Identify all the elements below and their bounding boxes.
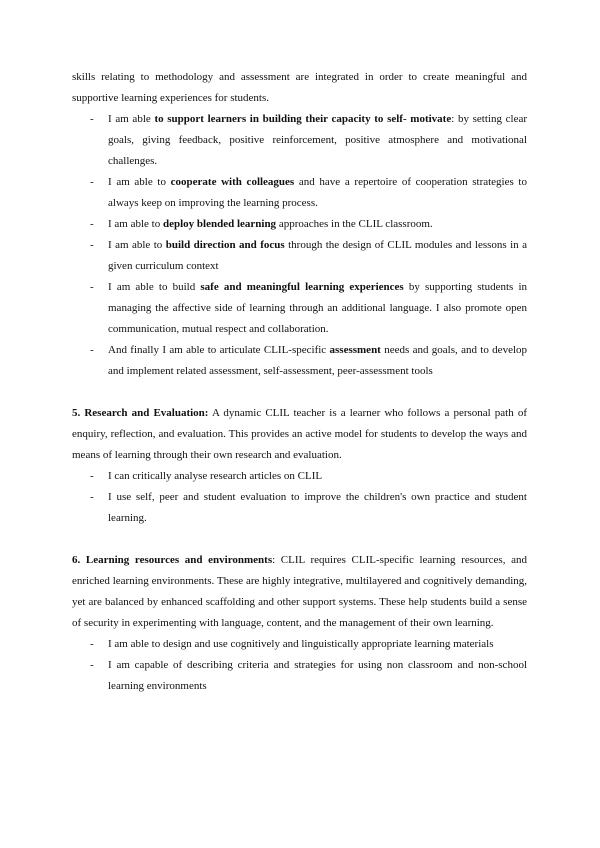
list-item: - I use self, peer and student evaluation to improve the children's own practice and student learning. <box>72 487 527 529</box>
document-page <box>72 67 527 697</box>
section-heading: 6. Learning resources and environments <box>72 554 273 566</box>
key-phrase: assessment <box>329 344 381 356</box>
research-list <box>72 466 527 529</box>
bullet-dash: - <box>90 239 94 251</box>
bullet-dash: - <box>90 470 94 482</box>
bullet-dash: - <box>90 281 94 293</box>
section-paragraph <box>72 403 527 466</box>
bullet-dash: - <box>90 491 94 503</box>
key-phrase: build direction and focus <box>165 239 285 251</box>
section-learning-resources <box>72 550 527 697</box>
bullet-dash: - <box>90 659 94 671</box>
list-item: - I can critically analyse research articles on CLIL <box>72 466 527 487</box>
competence-list <box>72 109 527 382</box>
section-body: : CLIL requires CLIL-specific learning resources, and enriched learning environments. These are highly integrative, multilayered and cognitively demanding, yet are balanced by enhanced scaffolding and other support systems. These help students build a sense of security in experimenting with language, content, and the management of their own learning. <box>72 554 527 629</box>
bullet-dash: - <box>90 218 94 230</box>
key-phrase: cooperate with colleagues <box>170 176 295 188</box>
bullet-dash: - <box>90 638 94 650</box>
section-heading: 5. Research and Evaluation: <box>72 407 209 419</box>
list-item: - I am able to build direction and focus through the design of CLIL modules and lessons in a given curriculum context <box>72 235 527 277</box>
list-item: - I am able to cooperate with colleagues and have a repertoire of cooperation strategies to always keep on improving the learning process. <box>72 172 527 214</box>
key-phrase: to support learners in building their capacity to self- motivate <box>154 113 452 125</box>
list-item: - I am capable of describing criteria and strategies for using non classroom and non-school learning environments <box>72 655 527 697</box>
intro-paragraph: skills relating to methodology and assessment are integrated in order to create meaningful and supportive learning experiences for students. <box>72 71 527 104</box>
list-item: - I am able to deploy blended learning approaches in the CLIL classroom. <box>72 214 527 235</box>
key-phrase: safe and meaningful learning experiences <box>200 281 404 293</box>
list-item: - I am able to support learners in building their capacity to self- motivate: by setting clear goals, giving feedback, positive reinforcement, positive atmosphere and motivational challenges. <box>72 109 527 172</box>
section-paragraph <box>72 550 527 634</box>
list-item: - I am able to design and use cognitively and linguistically appropriate learning materials <box>72 634 527 655</box>
bullet-dash: - <box>90 344 94 356</box>
section-research-evaluation <box>72 403 527 529</box>
resources-list <box>72 634 527 697</box>
section-body: A dynamic CLIL teacher is a learner who follows a personal path of enquiry, reflection, and evaluation. This provides an active model for students to develop the ways and means of learning through their own research and evaluation. <box>72 407 527 461</box>
bullet-dash: - <box>90 176 94 188</box>
list-item: - And finally I am able to articulate CLIL-specific assessment needs and goals, and to develop and implement related assessment, self-assessment, peer-assessment tools <box>72 340 527 382</box>
key-phrase: deploy blended learning <box>162 218 277 230</box>
bullet-dash: - <box>90 113 94 125</box>
list-item: - I am able to build safe and meaningful learning experiences by supporting students in managing the affective side of learning through an additional language. I also promote open communication, mutual respect and collaboration. <box>72 277 527 340</box>
